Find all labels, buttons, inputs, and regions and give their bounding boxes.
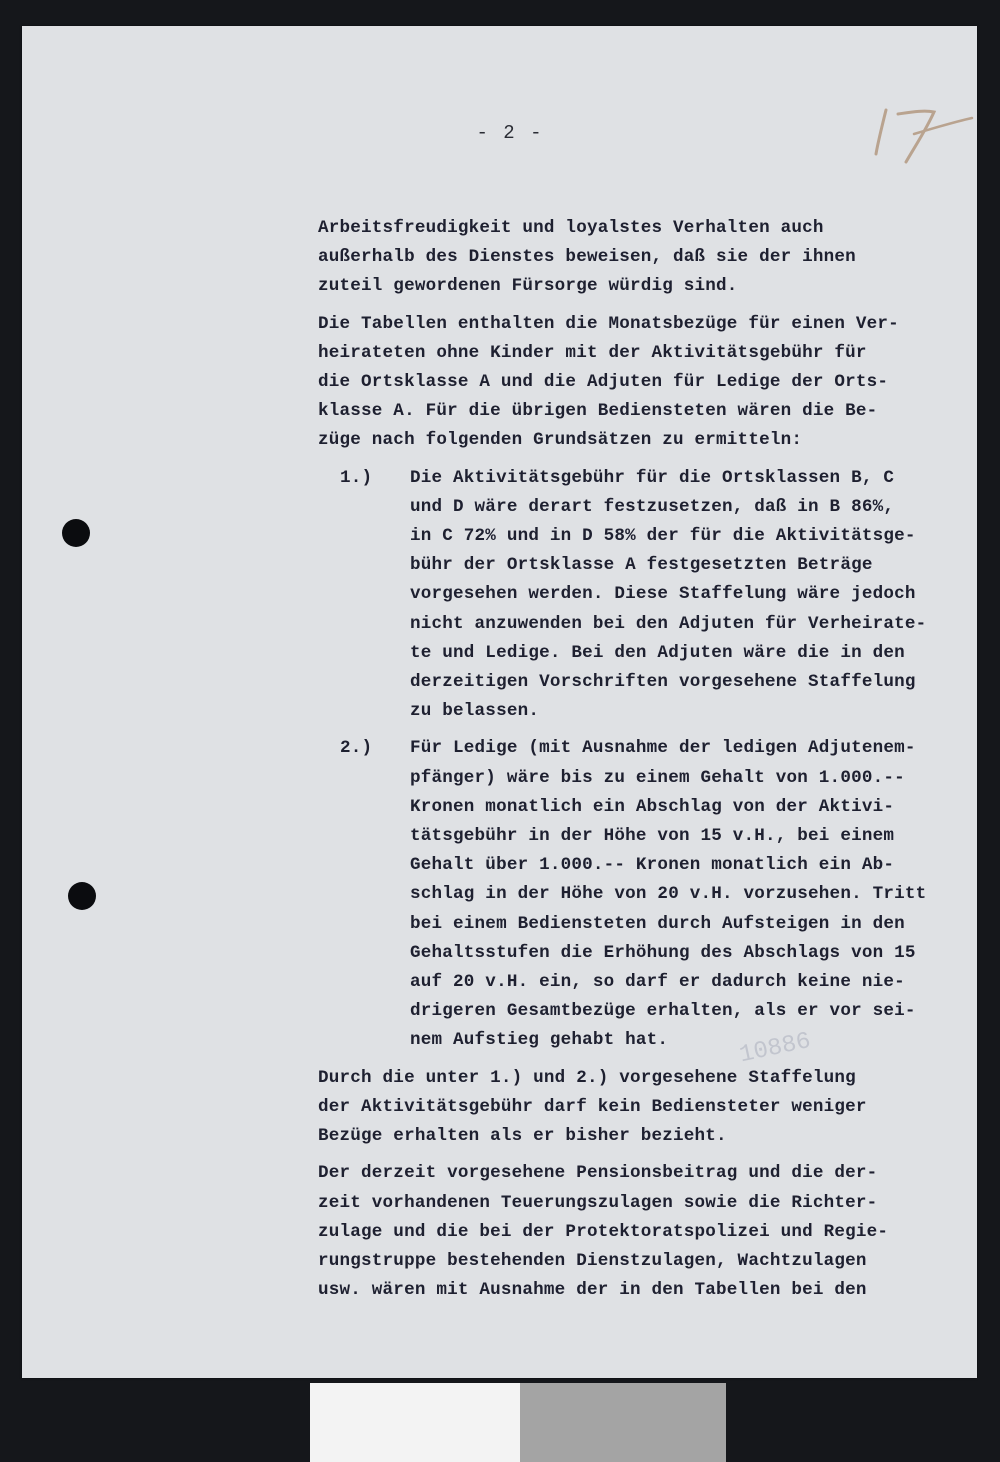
list-item-1	[318, 464, 958, 727]
text-line: Die Tabellen enthalten die Monatsbezüge für einen Ver-	[318, 313, 899, 334]
text-line: bühr der Ortsklasse A festgesetzten Beträge	[410, 555, 873, 576]
text-line: nem Aufstieg gehabt hat.	[410, 1030, 669, 1051]
text-line: pfänger) wäre bis zu einem Gehalt von 1.000.--	[410, 767, 905, 788]
text-line: züge nach folgenden Grundsätzen zu ermitteln:	[318, 430, 803, 451]
list-item-body	[410, 734, 958, 1055]
text-line: Gehalt über 1.000.-- Kronen monatlich ein Ab-	[410, 855, 895, 876]
list-item-2	[318, 734, 958, 1055]
text-line: Gehaltsstufen die Erhöhung des Abschlags von 15	[410, 942, 916, 963]
text-line: klasse A. Für die übrigen Bediensteten wären die Be-	[318, 401, 878, 422]
text-line: die Ortsklasse A und die Adjuten für Ledige der Orts-	[318, 372, 889, 393]
text-line: Arbeitsfreudigkeit und loyalstes Verhalten auch	[318, 218, 824, 238]
text-line: Kronen monatlich ein Abschlag von der Aktivi-	[410, 796, 895, 817]
faint-stamp: 10886	[737, 1027, 814, 1070]
text-line: vorgesehen werden. Diese Staffelung wäre jedoch	[410, 584, 916, 605]
text-line: usw. wären mit Ausnahme der in den Tabellen bei den	[318, 1280, 867, 1301]
text-line: drigeren Gesamtbezüge erhalten, als er vor sei-	[410, 1001, 916, 1022]
paragraph-staffelung	[318, 1064, 958, 1152]
text-line: Bezüge erhalten als er bisher bezieht.	[318, 1126, 727, 1147]
punch-hole-bottom	[68, 882, 96, 910]
page-number: - 2 -	[476, 122, 544, 144]
paragraph-intro	[318, 214, 958, 302]
list-item-body	[410, 464, 958, 727]
list-item-number: 1.)	[340, 467, 373, 488]
text-line: auf 20 v.H. ein, so darf er dadurch keine nie-	[410, 972, 905, 993]
list-item-number: 2.)	[340, 738, 373, 759]
handwritten-folio-number	[868, 92, 978, 172]
typed-text-body	[318, 214, 958, 1313]
text-line: der Aktivitätsgebühr darf kein Bediensteter weniger	[318, 1096, 867, 1117]
paragraph-tables	[318, 310, 958, 456]
text-line: heirateten ohne Kinder mit der Aktivitätsgebühr für	[318, 342, 867, 363]
text-line: zeit vorhandenen Teuerungszulagen sowie die Richter-	[318, 1192, 878, 1213]
text-line: außerhalb des Dienstes beweisen, daß sie der ihnen	[318, 247, 856, 268]
text-line: Die Aktivitätsgebühr für die Ortsklassen B, C	[410, 467, 895, 488]
text-line: Durch die unter 1.) und 2.) vorgesehene Staffelung	[318, 1067, 856, 1088]
paragraph-pension	[318, 1159, 958, 1305]
text-line: Der derzeit vorgesehene Pensionsbeitrag und die der-	[318, 1163, 878, 1184]
text-line: zu belassen.	[410, 701, 540, 722]
text-line: tätsgebühr in der Höhe von 15 v.H., bei einem	[410, 826, 895, 847]
punch-hole-top	[62, 519, 90, 547]
calibration-strip-gray	[520, 1383, 726, 1462]
text-line: te und Ledige. Bei den Adjuten wäre die in den	[410, 642, 905, 663]
text-line: rungstruppe bestehenden Dienstzulagen, Wachtzulagen	[318, 1250, 867, 1271]
text-line: und D wäre derart festzusetzen, daß in B 86%,	[410, 496, 895, 517]
text-line: schlag in der Höhe von 20 v.H. vorzusehen. Tritt	[410, 884, 927, 905]
text-line: bei einem Bediensteten durch Aufsteigen in den	[410, 913, 905, 934]
text-line: in C 72% und in D 58% der für die Aktivitätsge-	[410, 526, 916, 547]
text-line: derzeitigen Vorschriften vorgesehene Staffelung	[410, 672, 916, 693]
text-line: zulage und die bei der Protektoratspolizei und Regie-	[318, 1221, 889, 1242]
text-line: zuteil gewordenen Fürsorge würdig sind.	[318, 276, 738, 297]
calibration-strip-white	[310, 1383, 520, 1462]
text-line: nicht anzuwenden bei den Adjuten für Verheirate-	[410, 613, 927, 634]
text-line: Für Ledige (mit Ausnahme der ledigen Adjutenem-	[410, 738, 916, 759]
